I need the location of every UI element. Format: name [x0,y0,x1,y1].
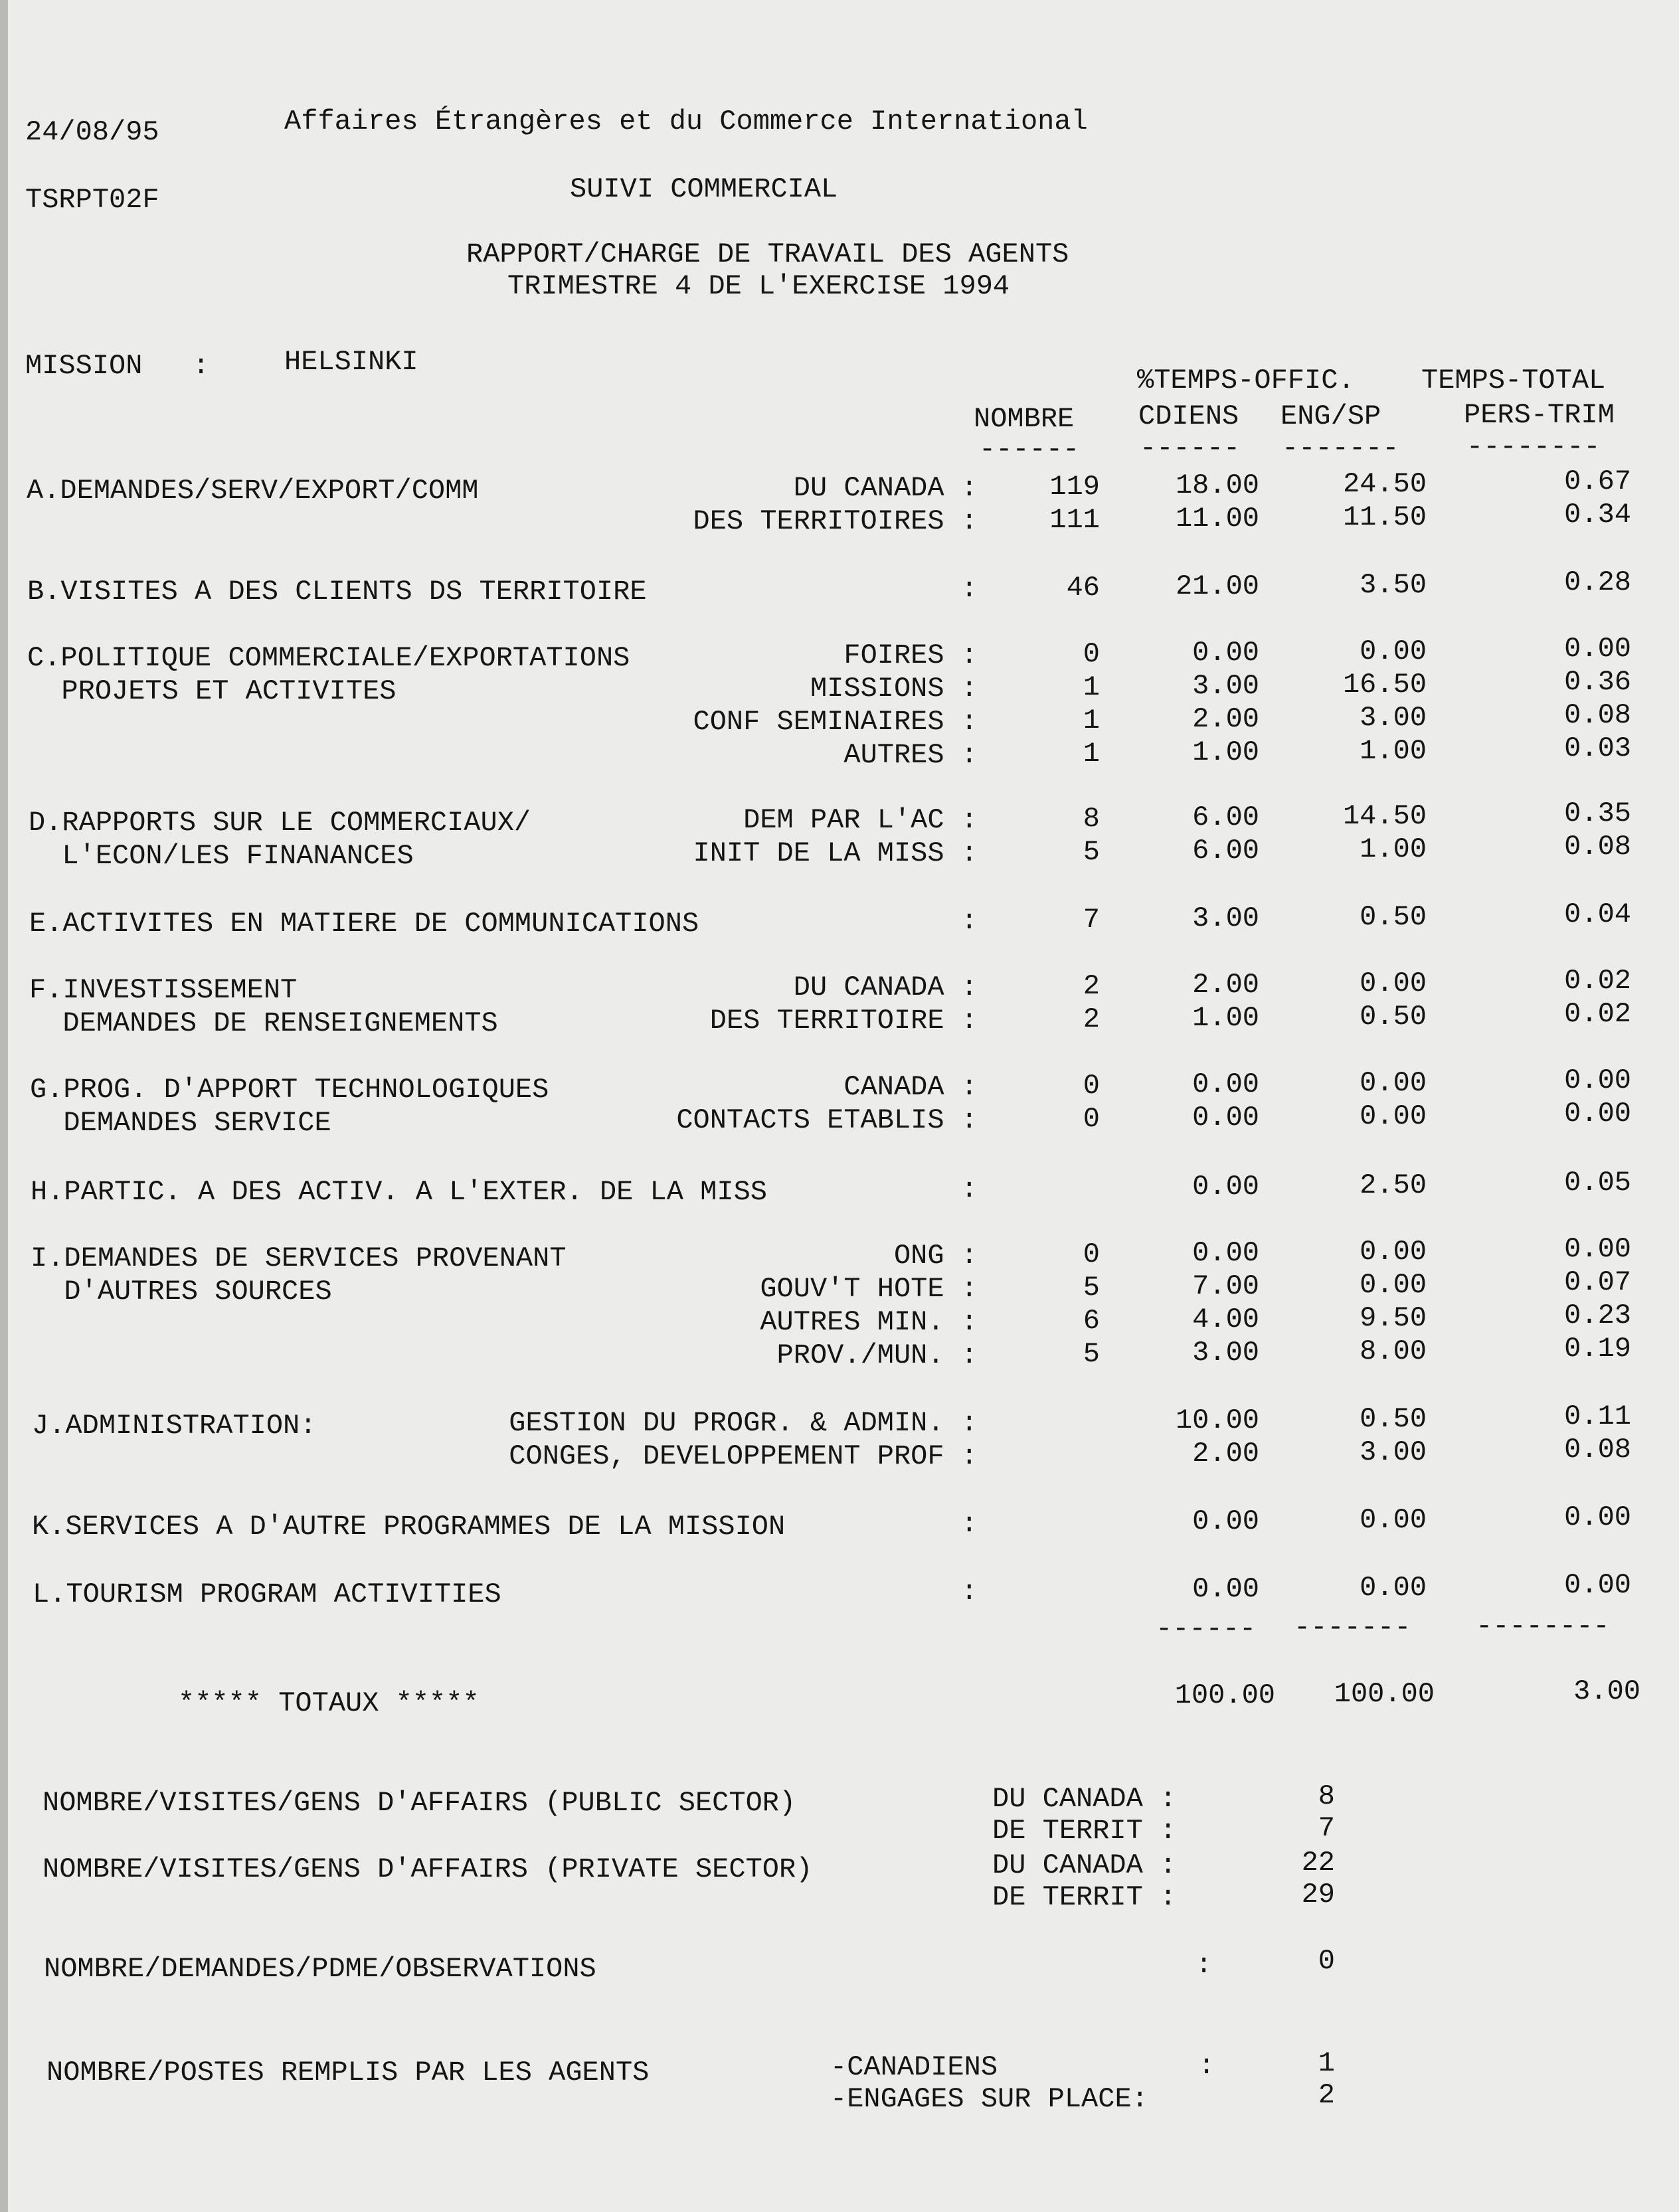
row-engsp: 0.50 [1360,1001,1427,1033]
row-perstrim: 0.34 [1564,499,1631,531]
canadiens-value: 1 [1318,2047,1335,2079]
row-engsp: 3.00 [1360,702,1427,734]
row-subcategory: CONF SEMINAIRES : [693,706,978,738]
pct-office-header: %TEMPS-OFFIC. [1137,365,1355,396]
row-nombre: 1 [1083,738,1100,770]
row-perstrim: 0.00 [1564,1064,1631,1096]
row-perstrim: 0.28 [1564,566,1631,598]
canadiens-colon: : [1198,2050,1215,2082]
col-nombre-header: NOMBRE [974,403,1075,435]
row-category: L'ECON/LES FINANANCES [29,840,414,872]
row-perstrim: 0.08 [1564,699,1631,731]
row-subcategory: DU CANADA : [793,972,978,1003]
row-subcategory: CONTACTS ETABLIS : [676,1104,978,1136]
row-nombre: 1 [1083,705,1100,736]
row-nombre: 119 [1049,471,1100,503]
row-cdiens: 21.00 [1175,570,1259,602]
total-rule-engsp: ------- [1294,1612,1411,1644]
pdme-label: NOMBRE/DEMANDES/PDME/OBSERVATIONS [44,1953,596,1985]
row-engsp: 0.50 [1360,901,1427,933]
report-title-line1: RAPPORT/CHARGE DE TRAVAIL DES AGENTS [466,238,1069,270]
row-category: L.TOURISM PROGRAM ACTIVITIES [33,1578,501,1610]
row-subcategory: AUTRES : [843,739,978,771]
row-cdiens: 0.00 [1192,1573,1259,1605]
row-perstrim: 0.00 [1564,633,1631,665]
col-nombre-rule: ------ [979,434,1080,466]
row-subcategory: : [960,1173,978,1205]
row-subcategory: MISSIONS : [810,673,978,705]
row-subcategory: GESTION DU PROGR. & ADMIN. : [509,1407,978,1439]
row-nombre: 0 [1083,1070,1100,1102]
total-perstrim: 3.00 [1573,1675,1640,1707]
row-nombre: 0 [1083,1103,1100,1135]
row-category: G.PROG. D'APPORT TECHNOLOGIQUES [30,1074,549,1106]
row-engsp: 0.00 [1360,636,1427,667]
total-cdiens: 100.00 [1174,1679,1275,1711]
row-nombre: 5 [1083,1272,1100,1304]
row-category: E.ACTIVITES EN MATIERE DE COMMUNICATIONS [29,908,699,940]
row-category: H.PARTIC. A DES ACTIV. A L'EXTER. DE LA MISS [31,1176,767,1208]
public-de-territ-label: DE TERRIT : [992,1815,1177,1847]
row-category: K.SERVICES A D'AUTRE PROGRAMMES DE LA MISSION [32,1511,786,1543]
row-cdiens: 7.00 [1192,1270,1259,1302]
row-cdiens: 3.00 [1192,670,1259,702]
row-perstrim: 0.04 [1564,898,1631,930]
row-subcategory: DEM PAR L'AC : [743,804,978,836]
public-du-canada-label: DU CANADA : [992,1783,1177,1815]
row-engsp: 24.50 [1342,468,1427,500]
col-cdiens-header: CDIENS [1138,400,1239,432]
row-nombre: 111 [1049,504,1100,536]
row-engsp: 0.00 [1360,1269,1427,1301]
row-perstrim: 0.08 [1564,1434,1631,1466]
row-engsp: 0.00 [1360,1236,1427,1268]
row-perstrim: 0.00 [1564,1098,1631,1130]
row-category: DEMANDES DE RENSEIGNEMENTS [29,1007,498,1039]
row-nombre: 5 [1083,836,1100,868]
mission-value: HELSINKI [284,346,418,378]
report-code: TSRPT02F [25,184,159,216]
canadiens-label: -CANADIENS [830,2051,998,2083]
pdme-colon: : [1195,1949,1213,1981]
system-name: SUIVI COMMERCIAL [570,173,838,205]
pdme-value: 0 [1318,1945,1335,1977]
engages-label: -ENGAGES SUR PLACE: [830,2083,1148,2115]
report-date: 24/08/95 [25,116,159,148]
col-cdiens-rule: ------ [1140,432,1241,464]
row-category: DEMANDES SERVICE [30,1107,331,1139]
private-du-canada-label: DU CANADA : [992,1849,1177,1881]
row-perstrim: 0.00 [1564,1233,1631,1265]
row-cdiens: 0.00 [1192,1171,1259,1203]
public-de-territ-value: 7 [1318,1812,1335,1844]
total-engsp: 100.00 [1334,1678,1435,1710]
row-subcategory: : [960,1576,978,1608]
row-category: D.RAPPORTS SUR LE COMMERCIAUX/ [29,807,531,839]
row-cdiens: 10.00 [1175,1404,1259,1436]
engages-value: 2 [1318,2079,1335,2111]
row-category: C.POLITIQUE COMMERCIALE/EXPORTATIONS [27,642,630,674]
row-engsp: 3.00 [1360,1436,1427,1468]
row-perstrim: 0.67 [1564,466,1631,497]
row-subcategory: DU CANADA : [793,472,978,504]
row-nombre: 2 [1083,970,1100,1002]
row-category: J.ADMINISTRATION: [32,1410,317,1442]
row-perstrim: 0.11 [1564,1401,1631,1432]
row-perstrim: 0.02 [1564,998,1631,1030]
row-perstrim: 0.23 [1564,1300,1631,1331]
row-perstrim: 0.00 [1564,1501,1631,1533]
row-perstrim: 0.35 [1564,798,1631,829]
row-cdiens: 6.00 [1192,835,1259,867]
row-subcategory: DES TERRITOIRES : [693,505,978,537]
row-perstrim: 0.36 [1564,666,1631,698]
row-subcategory: : [960,573,978,605]
row-engsp: 3.50 [1360,569,1427,601]
row-cdiens: 4.00 [1192,1304,1259,1335]
report-title-line2: TRIMESTRE 4 DE L'EXERCISE 1994 [507,270,1010,302]
row-perstrim: 0.03 [1564,732,1631,764]
public-du-canada-value: 8 [1318,1780,1335,1812]
row-subcategory: FOIRES : [843,639,978,671]
total-time-header: TEMPS-TOTAL [1421,365,1606,396]
row-category: A.DEMANDES/SERV/EXPORT/COMM [27,475,479,507]
row-category: I.DEMANDES DE SERVICES PROVENANT [31,1242,567,1274]
row-subcategory: AUTRES MIN. : [760,1306,978,1338]
col-engsp-header: ENG/SP [1281,400,1381,432]
ministry-name: Affaires Étrangères et du Commerce International [284,106,1088,137]
col-perstrim-header: PERS-TRIM [1464,399,1615,431]
row-cdiens: 3.00 [1192,902,1259,934]
row-nombre: 0 [1083,1238,1100,1270]
row-subcategory: CANADA : [843,1071,978,1103]
visits-public-label: NOMBRE/VISITES/GENS D'AFFAIRS (PUBLIC SECTOR) [43,1787,796,1819]
row-subcategory: PROV./MUN. : [776,1339,978,1371]
row-category: F.INVESTISSEMENT [29,974,298,1006]
row-subcategory: CONGES, DEVELOPPEMENT PROF : [509,1440,978,1472]
row-nombre: 5 [1083,1338,1100,1370]
row-cdiens: 0.00 [1192,1237,1259,1269]
row-engsp: 16.50 [1342,669,1427,701]
total-rule-perstrim: -------- [1476,1610,1610,1642]
private-du-canada-value: 22 [1301,1847,1335,1879]
row-engsp: 1.00 [1360,735,1427,767]
row-cdiens: 0.00 [1192,1068,1259,1100]
row-nombre: 0 [1083,638,1100,670]
row-category: B.VISITES A DES CLIENTS DS TERRITOIRE [27,576,647,608]
row-subcategory: GOUV'T HOTE : [760,1273,978,1305]
row-cdiens: 0.00 [1192,1505,1259,1537]
row-nombre: 6 [1083,1305,1100,1337]
row-cdiens: 2.00 [1192,1438,1259,1470]
row-engsp: 0.00 [1360,1504,1427,1536]
row-cdiens: 18.00 [1175,469,1259,501]
page-edge-shadow [0,0,8,2212]
row-perstrim: 0.07 [1564,1266,1631,1298]
row-subcategory: DES TERRITOIRE : [709,1005,978,1037]
row-engsp: 0.50 [1360,1403,1427,1435]
row-cdiens: 3.00 [1192,1337,1259,1369]
postes-label: NOMBRE/POSTES REMPLIS PAR LES AGENTS [46,2057,650,2088]
row-subcategory: : [960,1508,978,1540]
mission-label: MISSION : [25,350,210,382]
row-category: PROJETS ET ACTIVITES [28,675,397,707]
row-cdiens: 1.00 [1192,736,1259,768]
row-engsp: 8.00 [1360,1335,1427,1367]
col-perstrim-rule: -------- [1466,431,1601,463]
row-engsp: 0.00 [1360,968,1427,999]
row-engsp: 0.00 [1360,1100,1427,1132]
row-perstrim: 0.05 [1564,1167,1631,1199]
row-engsp: 0.00 [1360,1572,1427,1604]
row-subcategory: INIT DE LA MISS : [693,837,978,869]
row-nombre: 7 [1083,904,1100,936]
row-cdiens: 0.00 [1192,1102,1259,1134]
row-engsp: 0.00 [1360,1067,1427,1099]
private-de-territ-label: DE TERRIT : [992,1881,1177,1913]
row-perstrim: 0.02 [1564,965,1631,997]
private-de-territ-value: 29 [1301,1879,1335,1911]
row-engsp: 1.00 [1360,833,1427,865]
row-nombre: 1 [1083,671,1100,703]
total-rule-cdiens: ------ [1156,1613,1257,1645]
row-subcategory: : [960,905,978,937]
row-cdiens: 2.00 [1192,703,1259,735]
row-engsp: 2.50 [1360,1169,1427,1201]
row-category: D'AUTRES SOURCES [31,1276,332,1308]
row-nombre: 2 [1083,1003,1100,1035]
row-engsp: 14.50 [1342,800,1427,832]
totals-label: ***** TOTAUX ***** [178,1687,480,1719]
row-perstrim: 0.08 [1564,831,1631,863]
col-engsp-rule: ------- [1282,432,1399,464]
row-engsp: 11.50 [1342,501,1427,533]
row-cdiens: 11.00 [1175,503,1259,535]
row-cdiens: 2.00 [1192,969,1259,1001]
row-cdiens: 0.00 [1192,637,1259,669]
row-cdiens: 6.00 [1192,802,1259,833]
row-nombre: 8 [1083,803,1100,835]
visits-private-label: NOMBRE/VISITES/GENS D'AFFAIRS (PRIVATE SECTOR) [43,1853,813,1885]
row-subcategory: ONG : [893,1240,978,1272]
row-engsp: 9.50 [1360,1302,1427,1334]
row-nombre: 46 [1066,572,1100,604]
row-perstrim: 0.00 [1564,1569,1631,1601]
row-perstrim: 0.19 [1564,1333,1631,1365]
row-cdiens: 1.00 [1192,1002,1259,1034]
